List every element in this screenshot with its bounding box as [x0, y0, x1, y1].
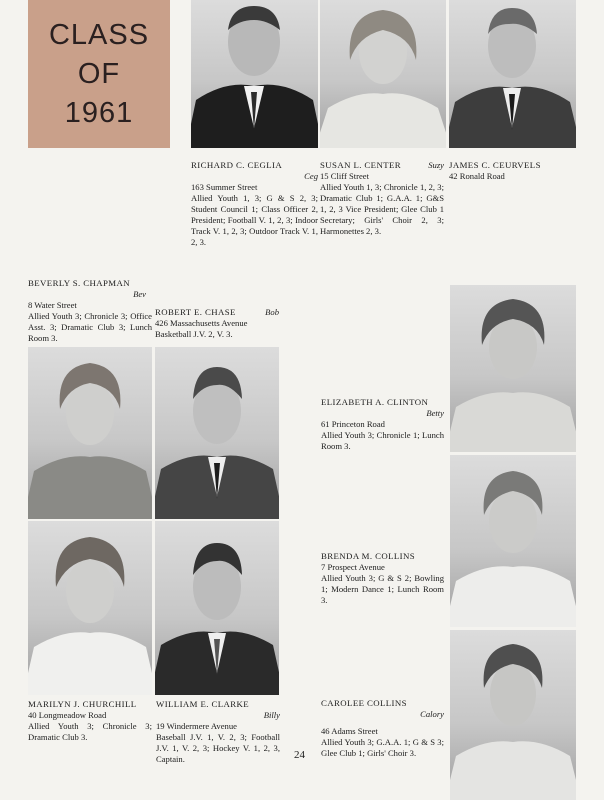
student-nickname: Ceg — [304, 171, 318, 181]
student-activities: Allied Youth 3; Chronicle 3; Dramatic Club 3. — [28, 721, 152, 742]
entry-marilyn-churchill — [28, 699, 152, 743]
page-number: 24 — [294, 749, 305, 761]
student-address: 46 Adams Street — [321, 726, 378, 736]
student-address: 42 Ronald Road — [449, 171, 505, 181]
student-activities: Allied Youth 3; G.A.A. 1; G & S 3; Glee Club 1; Girls' Choir 3. — [321, 737, 444, 758]
portrait-elizabeth-clinton — [450, 285, 576, 452]
class-of-1961-title — [28, 0, 170, 148]
student-name: JAMES C. CEURVELS — [449, 160, 541, 170]
student-name: CAROLEE COLLINS — [321, 698, 407, 708]
student-address: 8 Water Street — [28, 300, 77, 310]
student-activities: Allied Youth 3; Chronicle 3; Office Asst. 3; Dramatic Club 3; Lunch Room 3. — [28, 311, 152, 343]
title-line-3: 1961 — [64, 96, 134, 129]
entry-james-ceurvels — [449, 160, 579, 182]
student-address: 426 Massachusetts Avenue — [155, 318, 248, 328]
student-nickname: Bev — [133, 289, 146, 299]
student-name: BEVERLY S. CHAPMAN — [28, 278, 131, 288]
entry-elizabeth-clinton — [321, 397, 444, 452]
title-line-1: CLASS — [48, 18, 150, 51]
entry-carolee-collins — [321, 698, 444, 759]
student-address: 163 Summer Street — [191, 182, 258, 192]
student-name: ELIZABETH A. CLINTON — [321, 397, 429, 407]
student-address: 61 Princeton Road — [321, 419, 385, 429]
student-address: 40 Longmeadow Road — [28, 710, 107, 720]
student-name: ROBERT E. CHASE — [155, 307, 236, 317]
entry-beverly-chapman — [28, 278, 152, 344]
entry-brenda-collins — [321, 551, 444, 606]
title-line-2: OF — [77, 57, 121, 90]
entry-richard-ceglia — [191, 160, 318, 248]
student-nickname: Suzy — [428, 160, 444, 170]
student-address: 7 Prospect Avenue — [321, 562, 385, 572]
student-name: RICHARD C. CEGLIA — [191, 160, 283, 170]
student-activities: Allied Youth 3; Chronicle 1; Lunch Room 3. — [321, 430, 444, 451]
student-nickname: Calory — [420, 709, 444, 719]
portrait-william-clarke — [155, 521, 279, 695]
student-name: WILLIAM E. CLARKE — [156, 699, 250, 709]
student-nickname: Billy — [263, 710, 280, 720]
portrait-susan-center — [320, 0, 446, 148]
student-nickname: Bob — [265, 307, 279, 317]
student-activities: Allied Youth 1, 3; G & S 2, 3; Student Council 1; Class Officer 2, President; Football V. 1, 2, 3; Indoor Track V. 1, 2, 3; Outdoor Track V. 1, 2, 3. — [191, 193, 318, 247]
student-name: SUSAN L. CENTER — [320, 160, 402, 170]
student-name: MARILYN J. CHURCHILL — [28, 699, 137, 709]
entry-robert-chase — [155, 307, 279, 340]
portrait-richard-ceglia — [191, 0, 318, 148]
student-activities: Baseball J.V. 1, V. 2, 3; Football J.V. 1, V. 2, 3; Hockey V. 1, 2, 3, Captain. — [156, 732, 280, 764]
portrait-james-ceurvels — [449, 0, 576, 148]
student-activities: Allied Youth 3; G & S 2; Bowling 1; Modern Dance 1; Lunch Room 3. — [321, 573, 444, 605]
entry-william-clarke — [156, 699, 280, 765]
student-name: BRENDA M. COLLINS — [321, 551, 416, 561]
student-nickname: Betty — [426, 408, 444, 418]
portrait-beverly-chapman — [28, 347, 152, 519]
portrait-marilyn-churchill — [28, 521, 152, 695]
student-activities: Basketball J.V. 2, V. 3. — [155, 329, 233, 339]
student-address: 15 Cliff Street — [320, 171, 370, 181]
entry-susan-center — [320, 160, 444, 237]
student-address: 19 Windermere Avenue — [156, 721, 237, 731]
portrait-brenda-collins — [450, 455, 576, 627]
portrait-robert-chase — [155, 347, 279, 519]
portrait-carolee-collins — [450, 630, 576, 800]
student-activities: Allied Youth 1, 3; Chronicle 1, 2, 3; Dramatic Club 1; G.A.A. 1; G&S 1, 2, 3 Vice President; Glee Club 1 Secretary; Girls' Choir 2, 3; Harmonettes 2, 3. — [320, 182, 444, 236]
